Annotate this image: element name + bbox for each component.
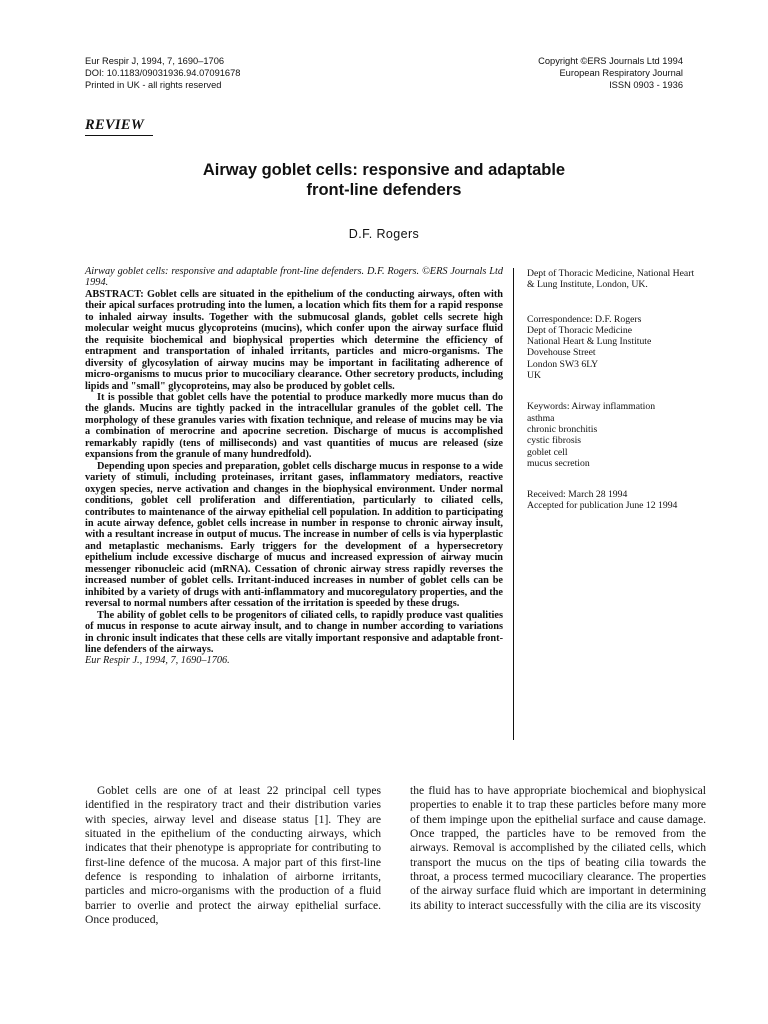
correspondence-line: Correspondence: D.F. Rogers bbox=[527, 313, 642, 325]
header-journal-name: European Respiratory Journal bbox=[559, 68, 683, 78]
keyword: chronic bronchitis bbox=[527, 423, 598, 435]
title-line-1: Airway goblet cells: responsive and adaptable bbox=[202, 161, 566, 179]
title-line-2: front-line defenders bbox=[306, 181, 462, 199]
received-date: Received: March 28 1994 bbox=[527, 489, 628, 501]
abstract-paragraph-4: The ability of goblet cells to be progenitors of ciliated cells, to rapidly produce vast qualities of mucus in response to acute airway insult, and to change in number according to variations in chronic insult indicates that these cells are vitally important responsive and adaptable front-line defenders of the airways. bbox=[85, 609, 503, 655]
abstract-paragraph-1: ABSTRACT: Goblet cells are situated in the epithelium of the conducting airways, often with their apical surfaces protruding into the lumen, a location which fits them for a rapid response to inhaled airway insults. Together with the submucosal glands, goblet cells secrete high molecular weight mucus glycoproteins (mucins), which confer upon the airway surface fluid the requisite biochemical and biophysical properties which determine the efficiency of entrapment and transportation of inhaled irritants, particles and micro-organisms. The diversity of glycosylation of airway mucins may be important in facilitating adherence of micro-organisms to mucus prior to mucociliary clearance. Other secretory products, including lipids and "small" glycoproteins, may also be produced by goblet cells. bbox=[85, 288, 503, 392]
keyword: asthma bbox=[527, 412, 555, 424]
correspondence bbox=[527, 314, 707, 382]
header-copyright: Copyright ©ERS Journals Ltd 1994 bbox=[538, 56, 683, 66]
keyword: cystic fibrosis bbox=[527, 435, 582, 447]
affiliation bbox=[527, 268, 707, 291]
correspondence-line: Dept of Thoracic Medicine bbox=[527, 324, 632, 336]
article-info-sidebar bbox=[527, 268, 707, 512]
header-doi: DOI: 10.1183/09031936.94.07091678 bbox=[85, 68, 241, 78]
received-dates bbox=[527, 489, 707, 512]
affiliation-line: Dept of Thoracic Medicine, National Heart bbox=[527, 268, 695, 279]
correspondence-line: Dovehouse Street bbox=[527, 347, 596, 359]
abstract-end-citation: Eur Respir J., 1994, 7, 1690–1706. bbox=[85, 655, 230, 667]
abstract-paragraph-3: Depending upon species and preparation, goblet cells discharge mucus in response to a wide variety of stimuli, including proteinases, irritant gases, inflammatory mediators, reactive oxygen species, nerve activation and changes in the biophysical environment. Under normal conditions, goblet cell proliferation and differentiation, particularly to ciliated cells, contributes to maintenance of the airway epithelial cell population. In addition to participating in acute airway defence, goblet cells increase in number in response to chronic airway insult, with a resultant increase in output of mucus. The increase in number of cells is via hyperplastic and metaplastic mechanisms. Early triggers for the development of a hypersecretory epithelium include excessive discharge of mucus and increased expression of airway mucin messenger ribonucleic acid (mRNA). Cessation of chronic airway stress rapidly reverses the increased number of goblet cells. Irritant-induced increases in number of goblet cells can be inhibited by a variety of drugs with anti-inflammatory and mucoregulatory properties, and the reversal to normal numbers after cessation of the irritation is speeded by these drugs. bbox=[85, 460, 503, 610]
body-paragraph: Goblet cells are one of at least 22 principal cell types identified in the respiratory tract and their distribution varies with species, airway level and disease status [1]. They are situated in the epithelium of the conducting airways, which indicates that their phenotype is appropriate for contributing to first-line defence of the mucosa. A major part of this first-line defence is responding to inhalation of airborne irritants, particles and micro-organisms with the production of a fluid barrier to overlie and protect the airway epithelial surface. Once produced, bbox=[85, 784, 381, 927]
section-rule bbox=[85, 135, 153, 136]
affiliation-line: & Lung Institute, London, UK. bbox=[527, 279, 648, 291]
header-printed: Printed in UK - all rights reserved bbox=[85, 80, 222, 90]
correspondence-line: UK bbox=[527, 370, 541, 382]
section-label: REVIEW bbox=[85, 117, 145, 133]
correspondence-line: National Heart & Lung Institute bbox=[527, 336, 652, 348]
body-column-right bbox=[410, 784, 706, 913]
abstract-paragraph-2: It is possible that goblet cells have the potential to produce markedly more mucus than do the glands. Mucins are tightly packed in the intracellular granules of the goblet cell. The morphology of these granules varies with fixation technique, and release of mucins may be via a combination of merocrine and apocrine secretion. Discharge of mucus is accomplished remarkably rapidly (tens of milliseconds) and vast quantities of mucus are released (size expansions from the granule of many hundredfold). bbox=[85, 391, 503, 461]
header-citation: Eur Respir J, 1994, 7, 1690–1706 bbox=[85, 56, 225, 66]
abstract-citation: Airway goblet cells: responsive and adaptable front-line defenders. D.F. Rogers. ©ERS Journals Ltd 1994. bbox=[85, 266, 503, 289]
correspondence-line: London SW3 6LY bbox=[527, 358, 599, 370]
header-issn: ISSN 0903 - 1936 bbox=[609, 80, 683, 90]
body-paragraph: the fluid has to have appropriate biochemical and biophysical properties to enable it to trap these particles before many more of them impinge upon the epithelial surface and cause damage. Once trapped, the particles have to be removed from the airways. Removal is accomplished by the ciliated cells, which transport the mucus on the tips of beating cilia towards the throat, a process termed mucociliary clearance. The properties of the airway surface fluid which are important in determining its ability to interact successfully with the cilia are its viscosity bbox=[410, 784, 706, 912]
body-column-left bbox=[85, 784, 381, 927]
journal-header-left bbox=[85, 55, 240, 91]
journal-header-right bbox=[538, 55, 683, 91]
keywords bbox=[527, 401, 707, 469]
column-divider bbox=[513, 268, 514, 740]
accepted-date: Accepted for publication June 12 1994 bbox=[527, 500, 678, 512]
keyword: mucus secretion bbox=[527, 457, 590, 469]
keyword: goblet cell bbox=[527, 446, 568, 458]
abstract bbox=[85, 266, 503, 667]
article-title bbox=[0, 160, 768, 200]
keyword: Keywords: Airway inflammation bbox=[527, 401, 656, 413]
author-name: D.F. Rogers bbox=[348, 227, 420, 241]
